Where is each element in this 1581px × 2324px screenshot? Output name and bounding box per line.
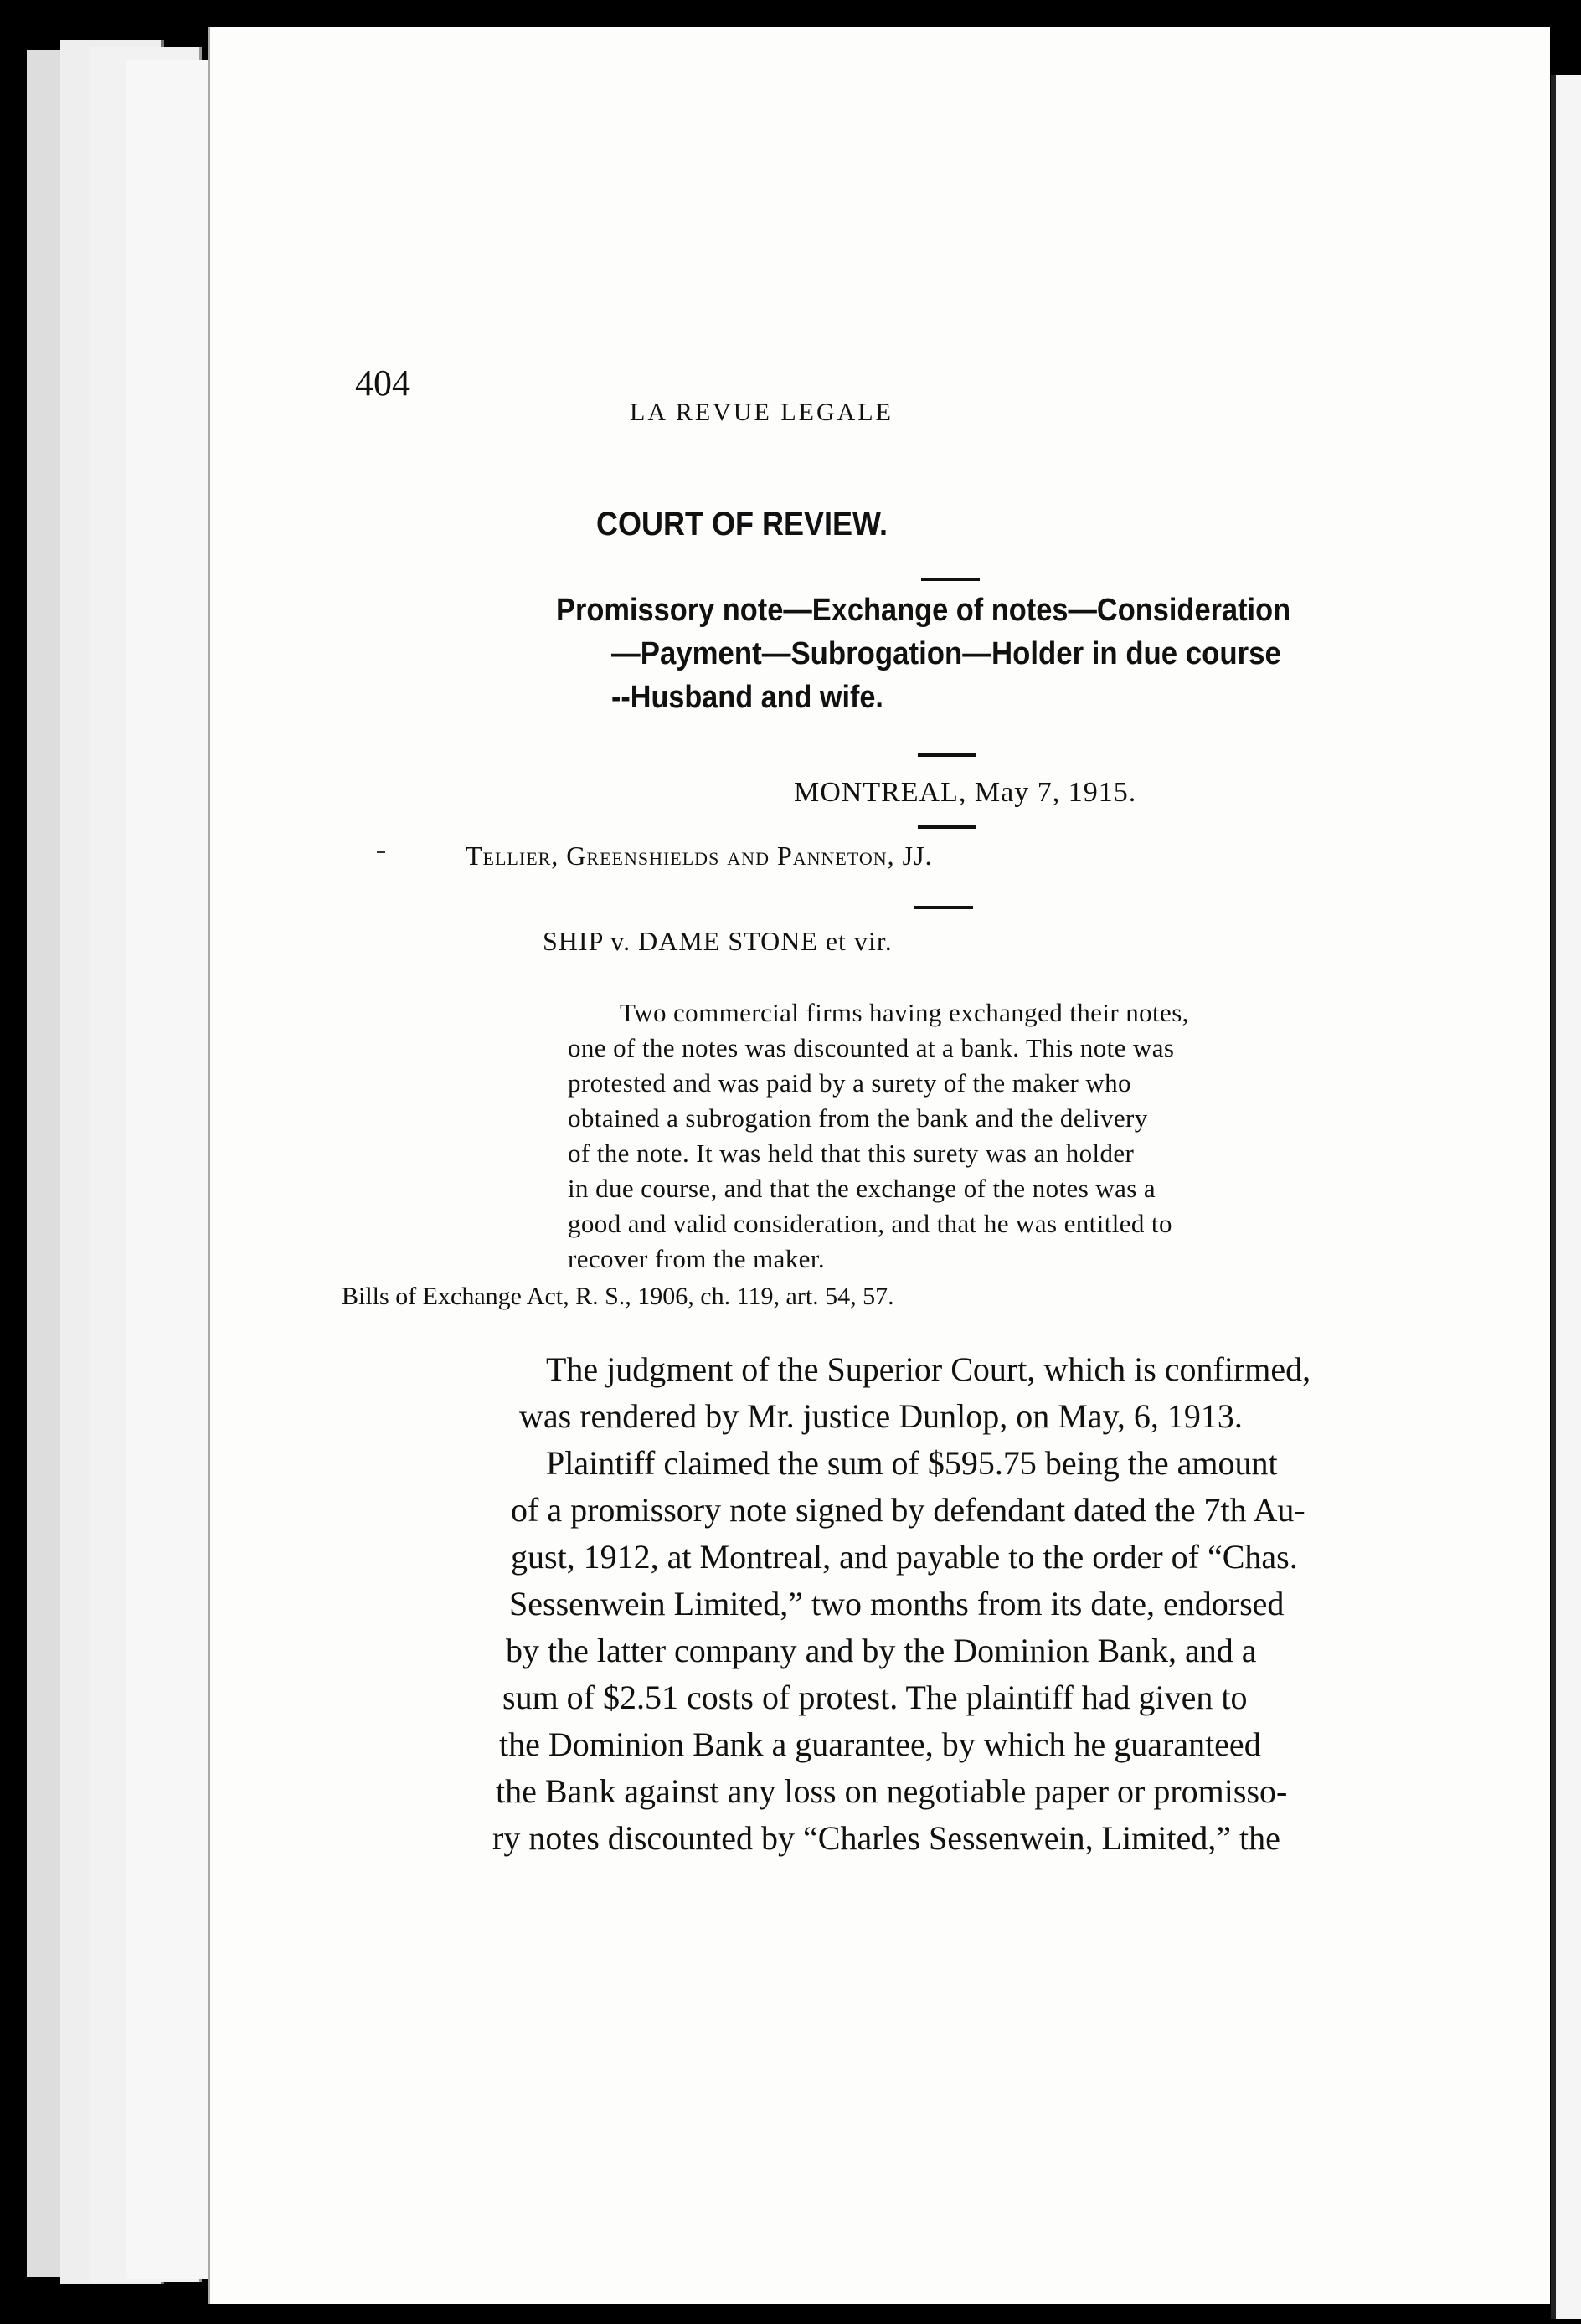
page-number: 404	[355, 362, 410, 404]
body-line: ry notes discounted by “Charles Sessenwein, Limited,” the	[492, 1819, 1280, 1857]
body-line: by the latter company and by the Dominion Bank, and a	[506, 1632, 1257, 1669]
headnote-line: —Payment—Subrogation—Holder in due course	[611, 636, 1281, 671]
headnote-line: --Husband and wife.	[611, 680, 883, 715]
summary-line: of the note. It was held that this surety was an holder	[568, 1139, 1135, 1168]
summary-line: recover from the maker.	[568, 1244, 825, 1273]
body-line: the Dominion Bank a guarantee, by which he guaranteed	[499, 1725, 1261, 1763]
body-line: the Bank against any loss on negotiable paper or promisso-	[496, 1772, 1288, 1810]
divider-rule	[918, 825, 976, 829]
judges: Tellier, Greenshields and Panneton, JJ.	[466, 841, 933, 871]
body-line: gust, 1912, at Montreal, and payable to the order of “Chas.	[511, 1538, 1298, 1576]
summary-line: Two commercial firms having exchanged their notes,	[620, 998, 1189, 1027]
case-parties: SHIP v. DAME STONE et vir.	[543, 926, 893, 956]
body-line: Sessenwein Limited,” two months from its date, endorsed	[509, 1585, 1285, 1622]
divider-rule	[914, 906, 973, 909]
place-and-date: MONTREAL, May 7, 1915.	[794, 777, 1137, 808]
summary-line: one of the notes was discounted at a bank. This note was	[568, 1033, 1175, 1062]
body-line: sum of $2.51 costs of protest. The plaintiff had given to	[502, 1679, 1248, 1716]
divider-rule	[918, 753, 976, 757]
body-line: was rendered by Mr. justice Dunlop, on May, 6, 1913.	[519, 1397, 1243, 1435]
page-edge-right	[1551, 75, 1581, 2319]
summary-line: protested and was paid by a surety of the maker who	[568, 1068, 1131, 1098]
summary-line: good and valid consideration, and that he was entitled to	[568, 1209, 1172, 1238]
body-line: of a promissory note signed by defendant dated the 7th Au-	[511, 1491, 1305, 1529]
body-line: The judgment of the Superior Court, which is confirmed,	[546, 1350, 1311, 1388]
statute-citation: Bills of Exchange Act, R. S., 1906, ch. 119, art. 54, 57.	[342, 1283, 894, 1310]
page-edge	[126, 60, 219, 2279]
court-heading: COURT OF REVIEW.	[596, 506, 888, 542]
body-line: Plaintiff claimed the sum of $595.75 being the amount	[546, 1444, 1278, 1482]
running-head-title: LA REVUE LEGALE	[630, 398, 893, 426]
margin-mark	[377, 851, 385, 853]
headnote-line: Promissory note—Exchange of notes—Consideration	[556, 593, 1291, 628]
summary-line: in due course, and that the exchange of the notes was a	[568, 1174, 1156, 1203]
summary-line: obtained a subrogation from the bank and the delivery	[568, 1103, 1148, 1133]
divider-rule	[921, 578, 980, 581]
